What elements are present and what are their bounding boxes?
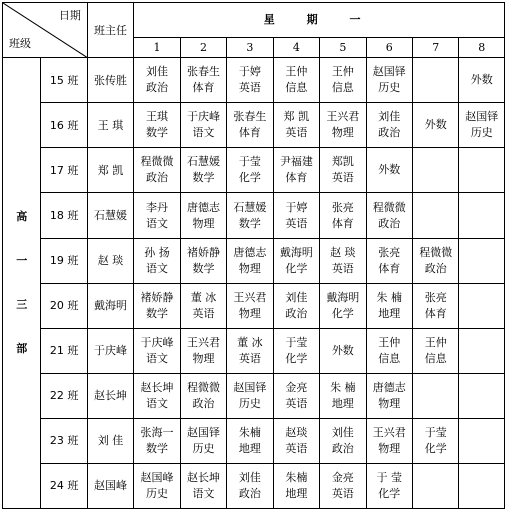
subject-name: 数学: [238, 216, 261, 230]
subject-name: 信息: [331, 81, 354, 95]
subject-name: 语文: [192, 126, 215, 140]
subject-name: 政治: [331, 441, 354, 455]
teacher-name: 张春生: [186, 65, 220, 79]
schedule-cell: [227, 283, 273, 328]
subject-name: 语文: [146, 396, 168, 410]
header-row-top: [3, 3, 505, 38]
teacher-name: 王琪: [146, 110, 168, 124]
schedule-cell: [134, 283, 180, 328]
schedule-cell: [273, 283, 319, 328]
schedule-cell: [180, 238, 226, 283]
teacher-name: 郑 凯: [283, 110, 310, 124]
schedule-cell: [459, 103, 505, 148]
subject-name: 体育: [285, 171, 308, 185]
schedule-cell: [180, 58, 226, 103]
subject-name: 数学: [192, 261, 215, 275]
schedule-cell: [320, 283, 366, 328]
schedule-cell: [273, 148, 319, 193]
schedule-cell: [180, 328, 226, 373]
subject-name: 语文: [146, 216, 168, 230]
schedule-cell: [320, 418, 366, 463]
subject-name: 化学: [424, 441, 447, 455]
head-teacher: 赵长坤: [87, 373, 133, 418]
teacher-name: 唐德志: [372, 380, 406, 394]
teacher-name: 赵长坤: [186, 470, 220, 484]
schedule-cell: [227, 58, 273, 103]
schedule-cell: [366, 238, 412, 283]
teacher-name: 于庆峰: [186, 110, 220, 124]
schedule-sheet: [2, 2, 505, 509]
teacher-name: 张亮: [378, 245, 401, 259]
schedule-cell: [320, 193, 366, 238]
subject-name: 政治: [146, 171, 168, 185]
subject-name: 数学: [146, 126, 168, 140]
schedule-cell: [413, 103, 459, 148]
subject-name: 体育: [331, 216, 354, 230]
head-teacher: 张传胜: [87, 58, 133, 103]
subject-name: 化学: [378, 486, 401, 500]
teacher-name: 张海一: [140, 425, 174, 439]
schedule-cell: [413, 193, 459, 238]
teacher-name: 朱 楠: [330, 380, 356, 394]
teacher-name: 赵国铎: [465, 110, 499, 124]
schedule-cell: [413, 373, 459, 418]
schedule-cell: [273, 58, 319, 103]
schedule-cell: [273, 463, 319, 508]
subject-name: 英语: [238, 351, 261, 365]
period-number: 1: [134, 37, 180, 57]
class-row: [3, 463, 505, 508]
schedule-cell: [273, 373, 319, 418]
schedule-cell: [413, 148, 459, 193]
timetable-body: [3, 3, 505, 509]
schedule-cell: [320, 58, 366, 103]
class-row: [3, 193, 505, 238]
class-row: [3, 283, 505, 328]
subject-name: 英语: [285, 126, 308, 140]
schedule-cell: [459, 238, 505, 283]
schedule-cell: [413, 238, 459, 283]
teacher-name: 戴海明: [326, 290, 360, 304]
schedule-cell: [134, 373, 180, 418]
teacher-name: 赵长坤: [140, 380, 174, 394]
class-row: [3, 328, 505, 373]
class-row: [3, 238, 505, 283]
teacher-name: 褚娇静: [186, 245, 220, 259]
teacher-name: 张春生: [233, 110, 267, 124]
subject-name: 物理: [378, 441, 401, 455]
subject-name: 体育: [238, 126, 261, 140]
schedule-cell: [459, 148, 505, 193]
teacher-name: 赵国铎: [233, 380, 267, 394]
teacher-name: 王兴君: [372, 425, 406, 439]
teacher-name: 于庆峰: [140, 335, 174, 349]
subject-name: 英语: [192, 306, 215, 320]
schedule-cell: [366, 283, 412, 328]
period-number: 5: [320, 37, 366, 57]
subject-name: 信息: [378, 351, 401, 365]
head-teacher: 赵国峰: [87, 463, 133, 508]
teacher-name: 于 莹: [376, 470, 403, 484]
schedule-cell: [459, 373, 505, 418]
schedule-cell: [413, 283, 459, 328]
subject-name: 英语: [331, 261, 354, 275]
teacher-name: 张亮: [331, 200, 354, 214]
schedule-cell: [134, 193, 180, 238]
schedule-cell: [134, 148, 180, 193]
schedule-cell: [227, 463, 273, 508]
teacher-name: 程微微: [372, 200, 406, 214]
schedule-cell: [366, 58, 412, 103]
teacher-name: 于莹: [285, 335, 308, 349]
subject-name: 体育: [424, 306, 447, 320]
schedule-cell: [366, 103, 412, 148]
subject-name: 政治: [146, 81, 168, 95]
subject-name: 数学: [146, 441, 168, 455]
department-label: [3, 58, 41, 509]
subject-name: 政治: [424, 261, 447, 275]
head-teacher: 于庆峰: [87, 328, 133, 373]
subject-name: 政治: [192, 396, 215, 410]
weekday-title: 星 期 一: [134, 3, 505, 38]
schedule-cell: [459, 193, 505, 238]
schedule-cell: [180, 418, 226, 463]
teacher-name: 李丹: [146, 200, 168, 214]
period-number: 7: [413, 37, 459, 57]
subject-name: 地理: [285, 486, 308, 500]
schedule-cell: [459, 328, 505, 373]
subject-name: 物理: [192, 351, 215, 365]
teacher-name: 程微微: [186, 380, 220, 394]
subject-name: 物理: [238, 306, 261, 320]
teacher-name: 王仲: [331, 65, 354, 79]
teacher-name: 程微微: [140, 155, 174, 169]
schedule-cell: [459, 58, 505, 103]
header-corner: [3, 3, 88, 58]
schedule-cell: [134, 103, 180, 148]
class-label: 班级: [9, 37, 31, 51]
teacher-name: 赵国铎: [186, 425, 220, 439]
schedule-cell: [227, 148, 273, 193]
schedule-cell: [366, 328, 412, 373]
subject-name: 政治: [285, 306, 308, 320]
schedule-cell: [227, 193, 273, 238]
department-char: 高: [16, 210, 28, 224]
teacher-name: 刘佳: [146, 65, 168, 79]
department-char: 一: [16, 254, 28, 268]
subject-name: 化学: [285, 261, 308, 275]
teacher-name: 董 冰: [190, 290, 217, 304]
head-teacher: 刘 佳: [87, 418, 133, 463]
schedule-cell: [459, 283, 505, 328]
department-char: 三: [16, 298, 28, 312]
schedule-cell: [134, 463, 180, 508]
timetable: [2, 2, 505, 509]
teacher-name: 于婷: [238, 65, 261, 79]
teacher-name: 王仲: [285, 65, 308, 79]
teacher-name: 王仲: [378, 335, 401, 349]
subject-name: 化学: [238, 171, 261, 185]
schedule-cell: [134, 238, 180, 283]
schedule-cell: [459, 463, 505, 508]
teacher-name: 刘佳: [331, 425, 354, 439]
class-name: 24 班: [41, 463, 87, 508]
head-teacher: 王 琪: [87, 103, 133, 148]
schedule-cell: [180, 373, 226, 418]
subject-name: 外数: [378, 163, 401, 177]
teacher-name: 刘佳: [285, 290, 308, 304]
teacher-name: 刘佳: [378, 110, 401, 124]
teacher-name: 石慧媛: [186, 155, 220, 169]
teacher-name: 张亮: [424, 290, 447, 304]
teacher-name: 王仲: [424, 335, 447, 349]
subject-name: 语文: [146, 351, 168, 365]
teacher-name: 程微微: [419, 245, 453, 259]
subject-name: 政治: [378, 126, 401, 140]
class-row: [3, 103, 505, 148]
schedule-cell: [366, 148, 412, 193]
teacher-name: 戴海明: [279, 245, 313, 259]
schedule-cell: [134, 328, 180, 373]
teacher-name: 刘佳: [238, 470, 261, 484]
period-number: 3: [227, 37, 273, 57]
teacher-name: 尹福建: [279, 155, 313, 169]
schedule-cell: [320, 328, 366, 373]
class-name: 21 班: [41, 328, 87, 373]
class-name: 15 班: [41, 58, 87, 103]
subject-name: 地理: [331, 396, 354, 410]
teacher-name: 唐德志: [233, 245, 267, 259]
subject-name: 英语: [285, 441, 308, 455]
subject-name: 历史: [146, 486, 168, 500]
subject-name: 体育: [378, 261, 401, 275]
schedule-cell: [413, 328, 459, 373]
schedule-cell: [134, 418, 180, 463]
subject-name: 地理: [238, 441, 261, 455]
schedule-cell: [227, 238, 273, 283]
department-char: 部: [16, 342, 28, 356]
schedule-cell: [180, 103, 226, 148]
class-row: [3, 58, 505, 103]
schedule-cell: [273, 418, 319, 463]
class-name: 22 班: [41, 373, 87, 418]
subject-name: 英语: [331, 486, 354, 500]
teacher-name: 董 冰: [237, 335, 263, 349]
subject-name: 政治: [378, 216, 401, 230]
schedule-cell: [320, 148, 366, 193]
teacher-name: 王兴君: [326, 110, 360, 124]
class-name: 17 班: [41, 148, 87, 193]
subject-name: 历史: [238, 396, 261, 410]
subject-name: 外数: [331, 343, 354, 357]
head-teacher: 石慧媛: [87, 193, 133, 238]
schedule-cell: [273, 193, 319, 238]
schedule-cell: [366, 463, 412, 508]
schedule-cell: [413, 418, 459, 463]
subject-name: 化学: [331, 306, 354, 320]
teacher-name: 于莹: [238, 155, 261, 169]
schedule-cell: [366, 373, 412, 418]
schedule-cell: [227, 103, 273, 148]
subject-name: 化学: [285, 351, 308, 365]
subject-name: 数学: [192, 171, 215, 185]
schedule-cell: [366, 418, 412, 463]
class-name: 19 班: [41, 238, 87, 283]
schedule-cell: [227, 418, 273, 463]
teacher-name: 赵琰: [285, 425, 308, 439]
class-name: 23 班: [41, 418, 87, 463]
schedule-cell: [134, 58, 180, 103]
head-teacher-header: 班主任: [87, 3, 133, 58]
subject-name: 信息: [424, 351, 447, 365]
subject-name: 英语: [331, 171, 354, 185]
schedule-cell: [227, 328, 273, 373]
class-name: 20 班: [41, 283, 87, 328]
teacher-name: 唐德志: [186, 200, 220, 214]
schedule-cell: [227, 373, 273, 418]
subject-name: 物理: [331, 126, 354, 140]
teacher-name: 赵 琰: [330, 245, 356, 259]
schedule-cell: [413, 58, 459, 103]
subject-name: 语文: [192, 486, 215, 500]
period-number: 2: [180, 37, 226, 57]
teacher-name: 褚娇静: [140, 290, 174, 304]
teacher-name: 赵国铎: [372, 65, 406, 79]
schedule-cell: [180, 193, 226, 238]
subject-name: 地理: [378, 306, 401, 320]
subject-name: 政治: [238, 486, 261, 500]
teacher-name: 王兴君: [186, 335, 220, 349]
subject-name: 历史: [470, 126, 493, 140]
subject-name: 外数: [470, 73, 493, 87]
class-name: 18 班: [41, 193, 87, 238]
teacher-name: 朱 楠: [376, 290, 403, 304]
subject-name: 物理: [378, 396, 401, 410]
head-teacher: 赵 琰: [87, 238, 133, 283]
schedule-cell: [180, 463, 226, 508]
period-number: 8: [459, 37, 505, 57]
teacher-name: 郑凯: [331, 155, 354, 169]
schedule-cell: [320, 463, 366, 508]
schedule-cell: [273, 238, 319, 283]
class-row: [3, 373, 505, 418]
schedule-cell: [459, 418, 505, 463]
teacher-name: 石慧媛: [233, 200, 267, 214]
head-teacher: 郑 凯: [87, 148, 133, 193]
date-label: 日期: [58, 9, 81, 22]
schedule-cell: [273, 103, 319, 148]
schedule-cell: [366, 193, 412, 238]
subject-name: 物理: [238, 261, 261, 275]
teacher-name: 于莹: [424, 425, 447, 439]
schedule-cell: [180, 283, 226, 328]
teacher-name: 朱楠: [285, 470, 308, 484]
subject-name: 外数: [424, 118, 447, 132]
subject-name: 英语: [238, 81, 261, 95]
schedule-cell: [320, 238, 366, 283]
schedule-cell: [273, 328, 319, 373]
subject-name: 语文: [146, 261, 168, 275]
class-row: [3, 418, 505, 463]
teacher-name: 孙 扬: [144, 245, 170, 259]
teacher-name: 朱楠: [238, 425, 261, 439]
teacher-name: 赵国峰: [140, 470, 174, 484]
period-number: 4: [273, 37, 319, 57]
teacher-name: 于婷: [285, 200, 308, 214]
period-number: 6: [366, 37, 412, 57]
subject-name: 数学: [146, 306, 168, 320]
subject-name: 历史: [192, 441, 215, 455]
teacher-name: 金亮: [285, 380, 308, 394]
head-teacher: 戴海明: [87, 283, 133, 328]
schedule-cell: [320, 103, 366, 148]
class-row: [3, 148, 505, 193]
subject-name: 信息: [285, 81, 308, 95]
teacher-name: 王兴君: [233, 290, 267, 304]
schedule-cell: [320, 373, 366, 418]
schedule-cell: [413, 463, 459, 508]
subject-name: 历史: [378, 81, 401, 95]
teacher-name: 金亮: [331, 470, 354, 484]
class-name: 16 班: [41, 103, 87, 148]
subject-name: 体育: [192, 81, 215, 95]
subject-name: 英语: [285, 396, 308, 410]
schedule-cell: [180, 148, 226, 193]
subject-name: 物理: [192, 216, 215, 230]
subject-name: 英语: [285, 216, 308, 230]
